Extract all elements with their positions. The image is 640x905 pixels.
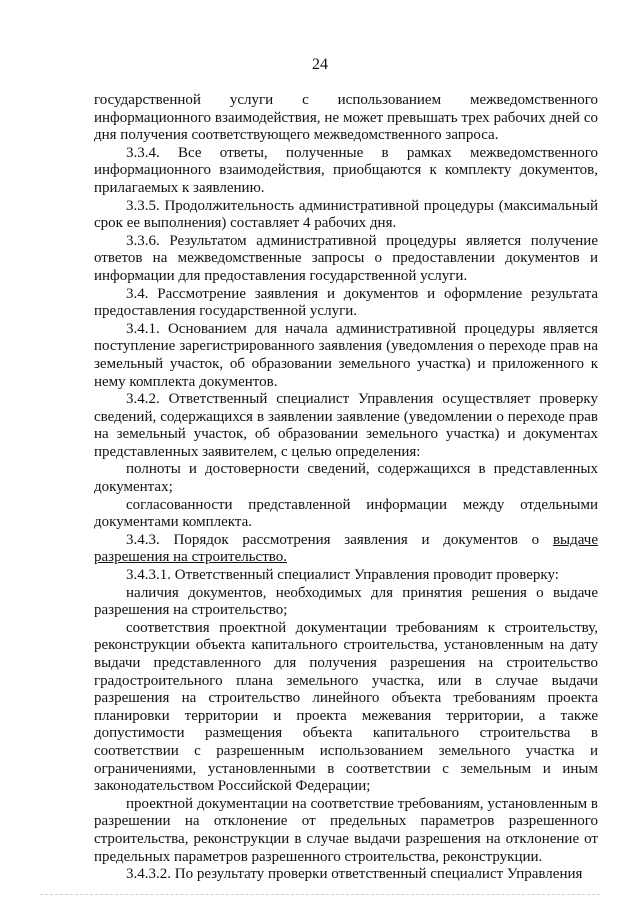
page-number: 24 [312, 56, 328, 73]
scan-artifact-line [40, 894, 600, 897]
paragraph-3-3-6: 3.3.6. Результатом административной процедуры является получение ответов на межведомственные запросы о предоставлении документов и информации для предоставления государственной услуги. [94, 232, 598, 284]
paragraph-3-4-3-2: 3.4.3.2. По результату проверки ответственный специалист Управления [126, 866, 583, 883]
paragraph-3-4-3-1: 3.4.3.1. Ответственный специалист Управления проводит проверку: [126, 567, 559, 584]
paragraph-3-4-2: 3.4.2. Ответственный специалист Управления осуществляет проверку сведений, содержащихся в заявлении заявление (уведомлении о переходе прав на земельный участок, об образовании земельного участка) и документах представленных заявителем, с целью определения: [94, 391, 598, 460]
paragraph-3-4-3-underlined: выдаче разрешения на строительство. [94, 531, 598, 566]
check-item-project-compliance: соответствия проектной документации требованиям к строительству, реконструкции объекта капитального строительства, установленным на дату выдачи представленного для получения разрешения на строительство градостроительного плана земельного участка, или в случае выдачи разрешения на строительство линейного объекта требованиям проекта планировки территории и проекта межевания территории, а также допустимости размещения объекта капитального строительства в соответствии с разрешенным использованием земельного участка и ограничениями, установленными в соответствии с земельным и иным законодательством Российской Федерации; [94, 619, 598, 795]
list-item-consistency: согласованности представленной информации между отдельными документами комплекта. [94, 496, 598, 531]
paragraph-3-3-4: 3.3.4. Все ответы, полученные в рамках межведомственного информационного взаимодействия, приобщаются к комплекту документов, прилагаемых к заявлению. [94, 144, 598, 196]
paragraph-3-4-3-text: 3.4.3. Порядок рассмотрения заявления и документов о [126, 531, 553, 548]
paragraph-3-3-5: 3.3.5. Продолжительность административной процедуры (максимальный срок ее выполнения) составляет 4 рабочих дня. [94, 197, 598, 232]
section-heading-3-4: 3.4. Рассмотрение заявления и документов и оформление результата предоставления государственной услуги. [94, 285, 598, 320]
paragraph-3-4-1: 3.4.1. Основанием для начала административной процедуры является поступление зарегистрированного заявления (уведомления о переходе прав на земельный участок, об образовании земельного участка) и приложенного к нему комплекта документов. [94, 320, 598, 390]
check-item-deviation-permit: проектной документации на соответствие требованиям, установленным в разрешении на отклонение от предельных параметров разрешенного строительства, реконструкции в случае выдачи разрешения на отклонение от предельных параметров разрешенного строительства, реконструкции. [94, 795, 598, 865]
check-item-documents: наличия документов, необходимых для принятия решения о выдаче разрешения на строительство; [94, 584, 598, 619]
paragraph-continuation: государственной услуги с использованием межведомственного информационного взаимодействия, не может превышать трех рабочих дней со дня получения соответствующего межведомственного запроса. [94, 92, 598, 144]
paragraph-3-4-3 [94, 532, 598, 567]
list-item-completeness: полноты и достоверности сведений, содержащихся в представленных документах; [94, 461, 598, 496]
document-body [94, 92, 598, 884]
